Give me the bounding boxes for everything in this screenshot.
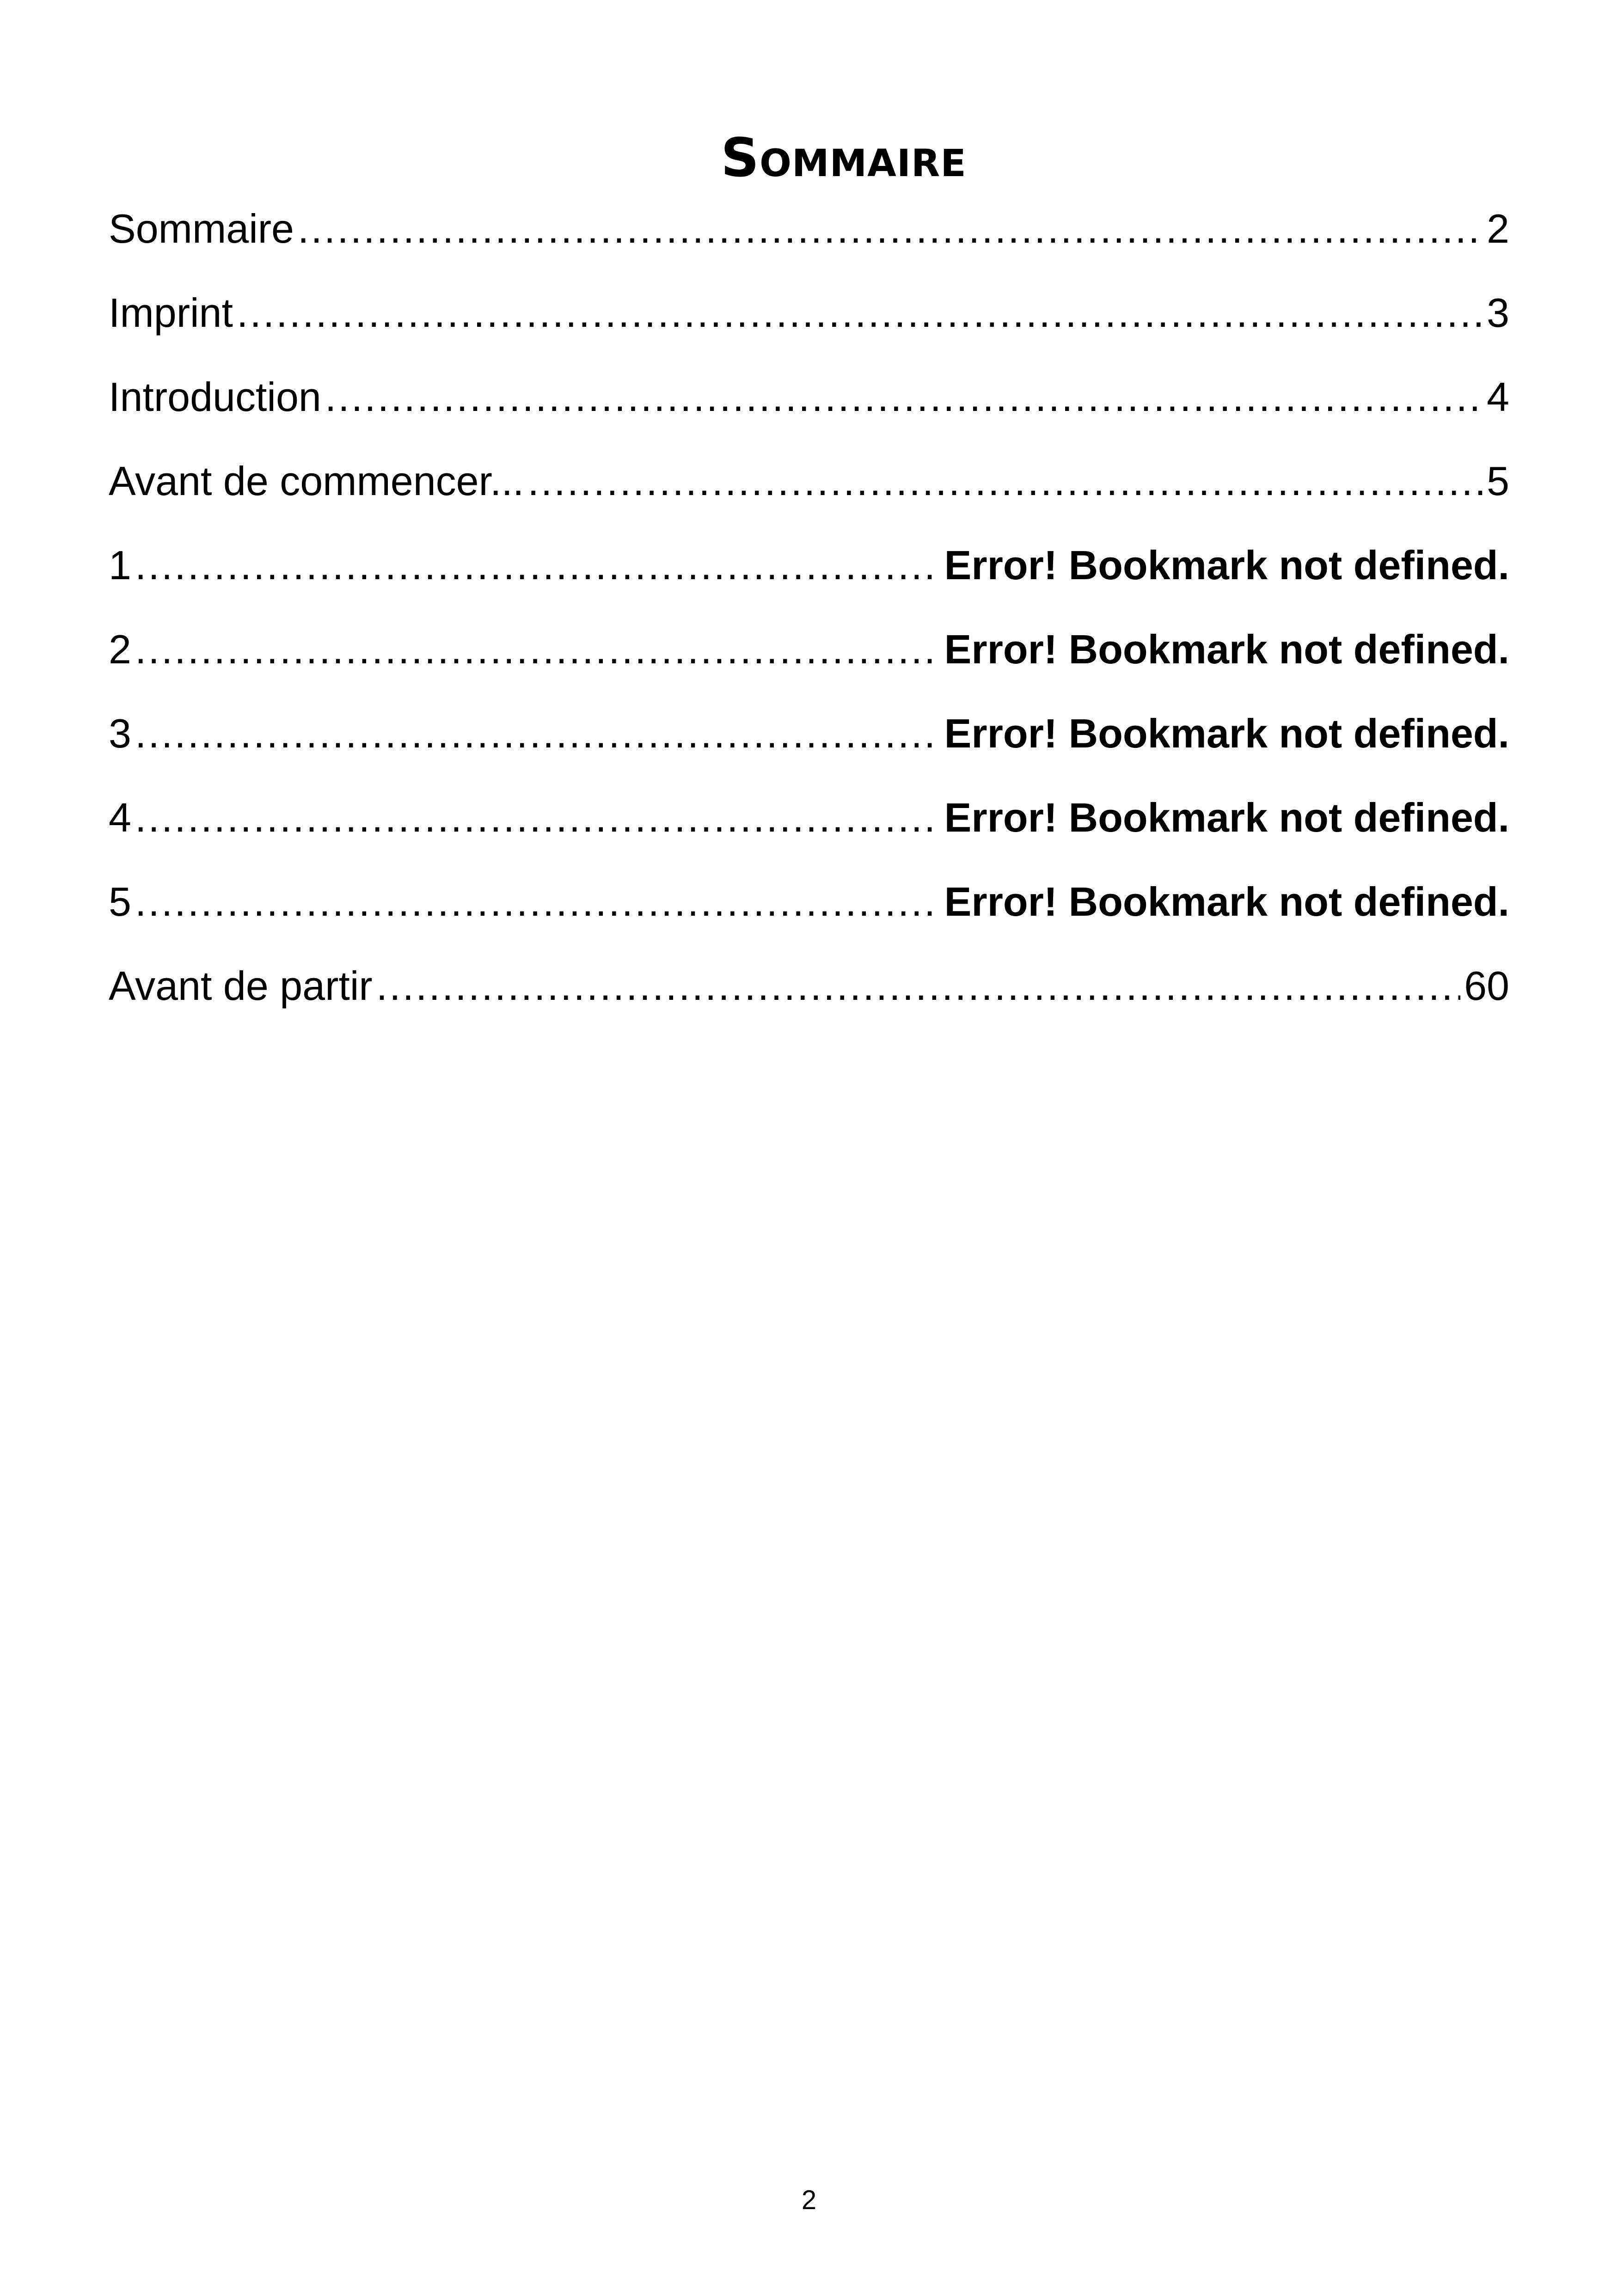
toc-entry-label: 1	[109, 542, 131, 588]
toc-entry-label: 3	[109, 710, 131, 756]
toc-entry-page: 2	[1487, 206, 1509, 251]
toc-dot-leader	[376, 956, 1460, 1016]
toc-entry-2[interactable]	[109, 619, 1509, 704]
toc-dot-leader	[135, 619, 941, 680]
toc-entry-introduction[interactable]	[109, 367, 1509, 451]
toc-entry-5[interactable]	[109, 872, 1509, 956]
toc-dot-leader	[325, 367, 1483, 427]
toc-entry-1[interactable]	[109, 535, 1509, 619]
toc-entry-page: 5	[1487, 458, 1509, 504]
toc-entry-label: 2	[109, 626, 131, 672]
table-of-contents	[109, 199, 1509, 1040]
toc-entry-avant-de-partir[interactable]	[109, 956, 1509, 1040]
toc-entry-imprint[interactable]	[109, 283, 1509, 367]
toc-entry-label: 5	[109, 879, 131, 925]
toc-entry-page-error: Error! Bookmark not defined.	[944, 795, 1509, 840]
toc-entry-page-error: Error! Bookmark not defined.	[944, 879, 1509, 925]
toc-dot-leader	[135, 788, 941, 848]
toc-dot-leader	[135, 535, 941, 595]
toc-entry-page-error: Error! Bookmark not defined.	[944, 542, 1509, 588]
toc-dot-leader	[527, 451, 1483, 511]
toc-entry-page: 4	[1487, 374, 1509, 420]
toc-entry-3[interactable]	[109, 704, 1509, 788]
toc-entry-avant-de-commencer[interactable]	[109, 451, 1509, 535]
page-title: Sommaire	[721, 127, 967, 190]
toc-entry-label: Imprint	[109, 290, 233, 336]
toc-entry-page: 60	[1464, 963, 1509, 1009]
toc-entry-page-error: Error! Bookmark not defined.	[944, 626, 1509, 672]
toc-entry-label: Avant de partir	[109, 963, 373, 1009]
toc-entry-4[interactable]	[109, 788, 1509, 872]
toc-dot-leader	[298, 199, 1483, 259]
toc-entry-sommaire[interactable]	[109, 199, 1509, 283]
toc-dot-leader	[237, 283, 1483, 343]
toc-entry-label: Sommaire	[109, 206, 294, 251]
toc-entry-label: Introduction	[109, 374, 321, 420]
toc-entry-page-error: Error! Bookmark not defined.	[944, 710, 1509, 756]
toc-dot-leader	[135, 872, 941, 932]
toc-entry-label: Avant de commencer...	[109, 458, 524, 504]
toc-entry-page: 3	[1487, 290, 1509, 336]
toc-dot-leader	[135, 704, 941, 764]
toc-entry-label: 4	[109, 795, 131, 840]
page-number: 2	[801, 2185, 817, 2215]
